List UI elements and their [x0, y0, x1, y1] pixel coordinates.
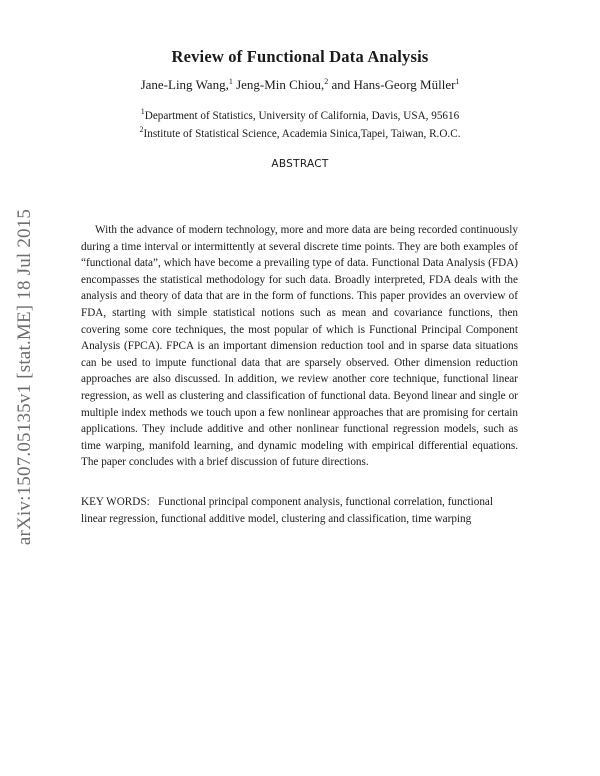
author-affiliation-mark: 1 — [228, 77, 233, 86]
keywords-text: Functional principal component analysis, functional correlation, functional linear regression, functional additive model, clustering and classification, time warping — [81, 496, 493, 525]
affiliation-1 — [0, 107, 600, 122]
abstract-heading: ABSTRACT — [271, 158, 329, 170]
arxiv-identifier-text: arXiv:1507.05135v1 [stat.ME] 18 Jul 2015 — [14, 208, 35, 546]
author-affiliation-mark: 1 — [455, 77, 460, 86]
abstract-body: With the advance of modern technology, more and more data are being recorded continuously during a time interval or intermittently at several discrete time points. They are both examples of “functional data”, which have become a prevailing type of data. Functional Data Analysis (FDA) encompasses the statistical methodology for such data. Broadly interpreted, FDA deals with the analysis and theory of data that are in the form of functions. This paper provides an overview of FDA, starting with simple statistical notions such as mean and covariance functions, then covering some core techniques, the most popular of which is Functional Principal Component Analysis (FPCA). FPCA is an important dimension reduction tool and in sparse data situations can be used to impute functional data that are sparsely observed. Other dimension reduction approaches are also discussed. In addition, we review another core technique, functional linear regression, as well as clustering and classification of functional data. Beyond linear and single or multiple index methods we touch upon a few nonlinear approaches that are promising for certain applications. They include additive and other nonlinear functional regression models, such as time warping, manifold learning, and dynamic modeling with empirical differential equations. The paper concludes with a brief discussion of future directions. — [81, 224, 518, 469]
author-list — [0, 77, 600, 93]
author-joiner: and — [331, 77, 351, 92]
keywords-paragraph — [81, 494, 518, 527]
affiliation-mark: 1 — [140, 107, 145, 116]
author-affiliation-mark: 2 — [324, 77, 329, 86]
author-name: Jeng-Min Chiou, — [236, 77, 325, 92]
arxiv-identifier-stamp — [8, 182, 42, 572]
affiliation-2 — [0, 125, 600, 140]
affiliation-mark: 2 — [139, 125, 144, 134]
author-name: Hans-Georg Müller — [353, 77, 456, 92]
affiliation-text: Institute of Statistical Science, Academia Sinica,Tapei, Taiwan, R.O.C. — [143, 128, 461, 140]
paper-title: Review of Functional Data Analysis — [171, 47, 429, 66]
author-name: Jane-Ling Wang, — [140, 77, 229, 92]
affiliation-text: Department of Statistics, University of California, Davis, USA, 95616 — [144, 110, 460, 122]
keywords-label: KEY WORDS: — [81, 496, 150, 508]
